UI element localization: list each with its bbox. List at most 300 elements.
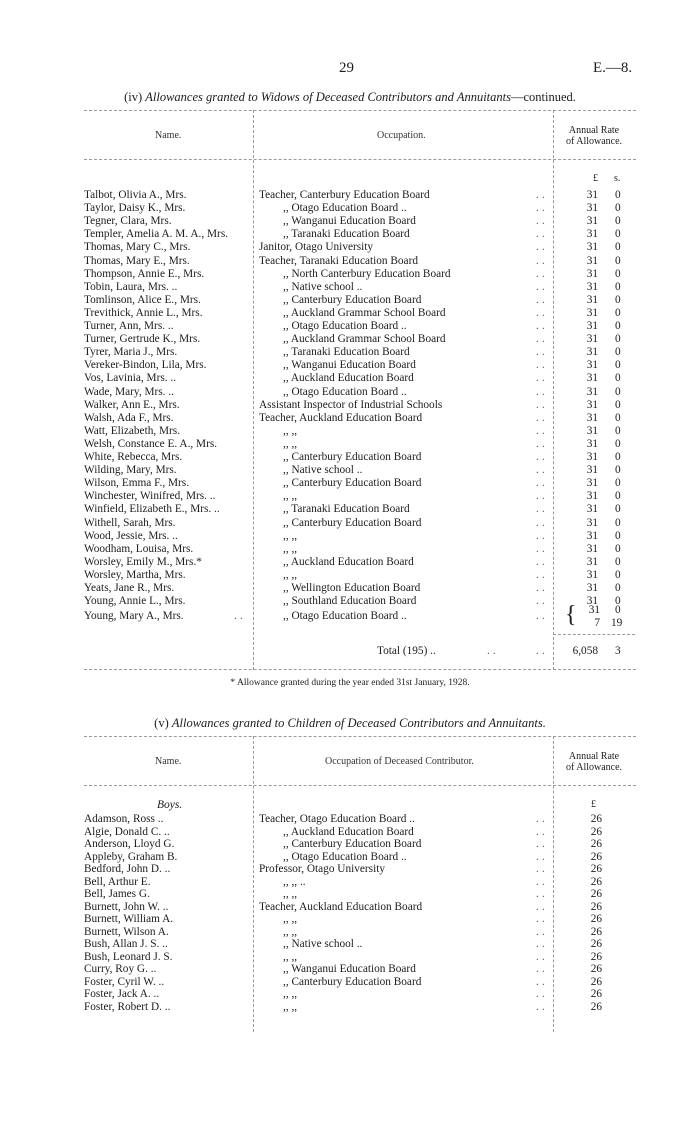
shillings-cell: 0 xyxy=(615,529,621,542)
table-row xyxy=(0,851,700,864)
leader-dots: .. xyxy=(536,189,548,201)
occupation-cell: ,, ,, xyxy=(283,424,298,437)
pounds-cell: 31 xyxy=(586,202,598,215)
name-cell: Winchester, Winifred, Mrs. .. xyxy=(84,490,216,503)
occupation-cell: ,, ,, .. xyxy=(283,875,306,888)
table-row xyxy=(0,215,700,228)
name-cell: Wood, Jessie, Mrs. .. xyxy=(84,529,178,542)
occupation-cell: ,, Auckland Grammar School Board xyxy=(283,306,446,319)
widows-last-amount2-pounds: 7 xyxy=(594,617,600,629)
occupation-cell: ,, ,, xyxy=(283,490,298,503)
occupation-cell: ,, Wanganui Education Board xyxy=(283,359,416,372)
table-row xyxy=(0,320,700,333)
leader-dots: .. xyxy=(536,411,548,424)
occupation-cell: Teacher, Otago Education Board .. xyxy=(259,813,415,825)
name-cell: Talbot, Olivia A., Mrs. xyxy=(84,189,187,201)
document-reference: E.—8. xyxy=(593,60,633,76)
shillings-cell: 0 xyxy=(615,267,621,280)
leader-dots: .. xyxy=(536,938,548,950)
table-row xyxy=(0,438,700,451)
children-header-rate xyxy=(558,751,630,773)
name-cell: Withell, Sarah, Mrs. xyxy=(84,516,176,529)
occupation-cell: ,, Auckland Grammar School Board xyxy=(283,333,446,346)
name-cell: Watt, Elizabeth, Mrs. xyxy=(84,424,181,437)
pounds-cell: 31 xyxy=(586,464,598,477)
leader-dots: .. xyxy=(536,900,548,913)
shillings-cell: 0 xyxy=(615,215,621,228)
leader-dots: .. xyxy=(536,963,548,975)
name-cell: Burnett, William A. xyxy=(84,913,174,925)
widows-title-prefix: (iv) xyxy=(124,90,143,104)
pounds-cell: 31 xyxy=(586,595,598,608)
occupation-cell: ,, Canterbury Education Board xyxy=(283,838,422,850)
pounds-cell: 31 xyxy=(586,582,598,594)
leader-dots: .. xyxy=(536,398,548,411)
leader-dots: .. xyxy=(536,542,548,555)
occupation-cell: ,, ,, xyxy=(283,950,298,963)
pounds-cell: 26 xyxy=(590,850,602,863)
table-row xyxy=(0,359,700,372)
pounds-cell: 31 xyxy=(586,529,598,542)
occupation-cell: ,, Otago Education Board .. xyxy=(283,320,407,332)
pounds-cell: 31 xyxy=(586,189,598,201)
pounds-cell: 31 xyxy=(586,451,598,463)
name-cell: Thomas, Mary C., Mrs. xyxy=(84,241,191,254)
pounds-cell: 31 xyxy=(586,411,598,424)
leader-dots: .. xyxy=(536,888,548,900)
children-section-title xyxy=(0,716,700,731)
shillings-cell: 0 xyxy=(615,333,621,346)
widows-last-amount1-shillings: 0 xyxy=(615,604,621,616)
widows-section-title xyxy=(0,90,700,105)
occupation-cell: ,, Taranaki Education Board xyxy=(283,503,410,516)
widows-title-suffix: —continued. xyxy=(511,90,576,104)
leader-dots: .. xyxy=(536,568,548,581)
leader-dots: .. xyxy=(536,850,548,863)
occupation-cell: ,, ,, xyxy=(283,1000,298,1013)
occupation-cell: ,, Taranaki Education Board xyxy=(283,228,410,241)
table-row xyxy=(0,901,700,914)
pounds-cell: 31 xyxy=(586,359,598,372)
widows-header-name: Name. xyxy=(155,130,182,141)
name-cell: Burnett, John W. .. xyxy=(84,900,169,913)
shillings-cell: 0 xyxy=(615,372,621,385)
name-cell: Bell, James G. xyxy=(84,888,150,900)
name-cell: Bedford, John D. .. xyxy=(84,863,171,875)
table-row xyxy=(0,490,700,503)
children-title-prefix: (v) xyxy=(154,716,169,730)
leader-dots: .. xyxy=(536,477,548,490)
shillings-cell: 0 xyxy=(615,293,621,306)
occupation-cell: ,, ,, xyxy=(283,568,298,581)
occupation-cell: Teacher, Canterbury Education Board xyxy=(259,189,430,201)
occupation-cell: ,, Taranaki Education Board xyxy=(283,346,410,359)
occupation-cell: Teacher, Taranaki Education Board xyxy=(259,254,418,267)
pounds-cell: 31 xyxy=(586,424,598,437)
shillings-cell: 0 xyxy=(615,228,621,241)
pounds-cell: 26 xyxy=(590,913,602,925)
name-cell: Burnett, Wilson A. xyxy=(84,925,169,938)
leader-dots: .. xyxy=(536,306,548,319)
table-row xyxy=(0,582,700,595)
shillings-cell: 0 xyxy=(615,555,621,568)
leader-dots: .. xyxy=(536,825,548,838)
occupation-cell: ,, ,, xyxy=(283,529,298,542)
name-cell: Wade, Mary, Mrs. .. xyxy=(84,385,174,398)
shillings-cell: 0 xyxy=(615,398,621,411)
pounds-cell: 31 xyxy=(586,346,598,359)
occupation-cell: ,, Canterbury Education Board xyxy=(283,293,422,306)
table-row xyxy=(0,399,700,412)
occupation-cell: ,, Canterbury Education Board xyxy=(283,477,422,490)
name-cell: Tegner, Clara, Mrs. xyxy=(84,215,172,228)
shillings-cell: 0 xyxy=(615,411,621,424)
leader-dots: .. xyxy=(536,228,548,241)
leader-dots: .. xyxy=(536,610,548,622)
occupation-cell: ,, Auckland Education Board xyxy=(283,555,414,568)
table-row xyxy=(0,255,700,268)
leader-dots: .. xyxy=(536,293,548,306)
widows-unit-pounds: £ xyxy=(593,173,598,184)
widows-total-label: Total (195) .. xyxy=(377,645,436,657)
occupation-cell: ,, Canterbury Education Board xyxy=(283,516,422,529)
occupation-cell: ,, Otago Education Board .. xyxy=(283,385,407,398)
leader-dots: .. xyxy=(536,555,548,568)
table-row xyxy=(0,926,700,939)
table-row xyxy=(0,556,700,569)
name-cell: Worsley, Emily M., Mrs.* xyxy=(84,555,202,568)
name-cell: Algie, Donald C. .. xyxy=(84,825,170,838)
pounds-cell: 31 xyxy=(586,333,598,346)
occupation-cell: ,, Southland Education Board xyxy=(283,595,417,608)
pounds-cell: 31 xyxy=(586,228,598,241)
shillings-cell: 0 xyxy=(615,477,621,490)
shillings-cell: 0 xyxy=(615,595,621,608)
occupation-cell: ,, Wellington Education Board xyxy=(283,582,421,594)
name-cell: Turner, Gertrude K., Mrs. xyxy=(84,333,201,346)
table-row xyxy=(0,281,700,294)
pounds-cell: 26 xyxy=(590,938,602,950)
table-row xyxy=(0,386,700,399)
table-row xyxy=(0,976,700,989)
table-row xyxy=(0,464,700,477)
name-cell: Walker, Ann E., Mrs. xyxy=(84,398,180,411)
name-cell: Adamson, Ross .. xyxy=(84,813,164,825)
children-header-rate-line2: of Allowance. xyxy=(565,762,623,773)
leader-dots: .. xyxy=(536,503,548,516)
widows-last-amount1-pounds: 31 xyxy=(588,604,600,616)
pounds-cell: 31 xyxy=(586,254,598,267)
leader-dots: .. xyxy=(536,424,548,437)
table-row xyxy=(0,938,700,951)
pounds-cell: 31 xyxy=(586,385,598,398)
pounds-cell: 31 xyxy=(586,306,598,319)
pounds-cell: 31 xyxy=(586,516,598,529)
widows-header-rate-line2: of Allowance. xyxy=(565,136,623,147)
shillings-cell: 0 xyxy=(615,241,621,254)
name-cell: Foster, Robert D. .. xyxy=(84,1000,171,1013)
table-row xyxy=(0,372,700,385)
widows-last-occupation: ,, Otago Education Board .. xyxy=(283,610,407,622)
leader-dots: .. xyxy=(536,215,548,228)
leader-dots: .. xyxy=(536,385,548,398)
leader-dots: .. xyxy=(536,913,548,925)
occupation-cell: ,, ,, xyxy=(283,925,298,938)
shillings-cell: 0 xyxy=(615,320,621,332)
pounds-cell: 26 xyxy=(590,988,602,1000)
table-row xyxy=(0,425,700,438)
pounds-cell: 26 xyxy=(590,838,602,850)
leader-dots: .. xyxy=(536,988,548,1000)
leader-dots: .. xyxy=(536,975,548,988)
name-cell: Foster, Cyril W. .. xyxy=(84,975,165,988)
pounds-cell: 26 xyxy=(590,975,602,988)
table-row xyxy=(0,294,700,307)
occupation-cell: ,, Auckland Education Board xyxy=(283,825,414,838)
leader-dots: .. xyxy=(536,333,548,346)
leader-dots: .. xyxy=(536,582,548,594)
leader-dots: .. xyxy=(536,516,548,529)
name-cell: Tomlinson, Alice E., Mrs. xyxy=(84,293,201,306)
shillings-cell: 0 xyxy=(615,464,621,477)
table-row xyxy=(0,876,700,889)
table-row xyxy=(0,988,700,1001)
occupation-cell: ,, ,, xyxy=(283,913,298,925)
leader-dots: .. xyxy=(536,464,548,477)
shillings-cell: 0 xyxy=(615,582,621,594)
table-row xyxy=(0,307,700,320)
table-row xyxy=(0,888,700,901)
table-row xyxy=(0,963,700,976)
occupation-cell: ,, Otago Education Board .. xyxy=(283,202,407,215)
occupation-cell: Janitor, Otago University xyxy=(259,241,374,254)
table-row xyxy=(0,530,700,543)
name-cell: Bush, Leonard J. S. xyxy=(84,950,173,963)
table-row xyxy=(0,412,700,425)
table-row xyxy=(0,951,700,964)
pounds-cell: 31 xyxy=(586,503,598,516)
name-cell: Tobin, Laura, Mrs. .. xyxy=(84,280,178,293)
table-row xyxy=(0,543,700,556)
pounds-cell: 26 xyxy=(590,813,602,825)
table-row xyxy=(0,863,700,876)
occupation-cell: ,, ,, xyxy=(283,437,298,450)
name-cell: Yeats, Jane R., Mrs. xyxy=(84,582,175,594)
shillings-cell: 0 xyxy=(615,346,621,359)
widows-header-rate xyxy=(558,125,630,147)
leader-dots: .. xyxy=(536,863,548,875)
shillings-cell: 0 xyxy=(615,189,621,201)
occupation-cell: ,, Native school .. xyxy=(283,280,363,293)
name-cell: Welsh, Constance E. A., Mrs. xyxy=(84,437,218,450)
shillings-cell: 0 xyxy=(615,254,621,267)
leader-dots: .. xyxy=(536,280,548,293)
widows-total-shillings: 3 xyxy=(615,645,621,657)
shillings-cell: 0 xyxy=(615,503,621,516)
pounds-cell: 31 xyxy=(586,398,598,411)
leader-dots: .. xyxy=(234,610,246,622)
name-cell: Bush, Allan J. S. .. xyxy=(84,938,168,950)
pounds-cell: 31 xyxy=(586,477,598,490)
name-cell: Bell, Arthur E. xyxy=(84,875,151,888)
occupation-cell: ,, Wanganui Education Board xyxy=(283,963,416,975)
pounds-cell: 26 xyxy=(590,950,602,963)
pounds-cell: 26 xyxy=(590,925,602,938)
shillings-cell: 0 xyxy=(615,542,621,555)
shillings-cell: 0 xyxy=(615,490,621,503)
children-header-occupation: Occupation of Deceased Contributor. xyxy=(325,756,474,767)
pounds-cell: 26 xyxy=(590,963,602,975)
name-cell: Young, Annie L., Mrs. xyxy=(84,595,186,608)
table-row xyxy=(0,913,700,926)
widows-total-pounds: 6,058 xyxy=(572,645,598,657)
table-row xyxy=(0,477,700,490)
occupation-cell: ,, Native school .. xyxy=(283,464,363,477)
shillings-cell: 0 xyxy=(615,424,621,437)
leader-dots: .. xyxy=(536,813,548,825)
leader-dots: .. xyxy=(536,875,548,888)
shillings-cell: 0 xyxy=(615,202,621,215)
pounds-cell: 31 xyxy=(586,568,598,581)
shillings-cell: 0 xyxy=(615,385,621,398)
leader-dots: .. xyxy=(536,437,548,450)
occupation-cell: ,, Native school .. xyxy=(283,938,363,950)
pounds-cell: 31 xyxy=(586,293,598,306)
name-cell: Winfield, Elizabeth E., Mrs. .. xyxy=(84,503,220,516)
leader-dots: .. xyxy=(536,267,548,280)
name-cell: Vereker-Bindon, Lila, Mrs. xyxy=(84,359,207,372)
name-cell: Foster, Jack A. .. xyxy=(84,988,160,1000)
occupation-cell: ,, North Canterbury Education Board xyxy=(283,267,451,280)
children-unit-pounds: £ xyxy=(591,799,596,810)
occupation-cell: ,, Canterbury Education Board xyxy=(283,451,422,463)
shillings-cell: 0 xyxy=(615,516,621,529)
leader-dots: .. xyxy=(536,320,548,332)
leader-dots: .. xyxy=(536,595,548,608)
leader-dots: .. xyxy=(536,950,548,963)
widows-last-amount2-shillings: 19 xyxy=(611,617,623,629)
name-cell: Walsh, Ada F., Mrs. xyxy=(84,411,174,424)
occupation-cell: ,, Canterbury Education Board xyxy=(283,975,422,988)
occupation-cell: Assistant Inspector of Industrial Schools xyxy=(259,398,443,411)
name-cell: Anderson, Lloyd G. xyxy=(84,838,175,850)
pounds-cell: 31 xyxy=(586,372,598,385)
name-cell: Turner, Ann, Mrs. .. xyxy=(84,320,174,332)
widows-header-occupation: Occupation. xyxy=(377,130,426,141)
pounds-cell: 31 xyxy=(586,555,598,568)
occupation-cell: ,, ,, xyxy=(283,988,298,1000)
pounds-cell: 31 xyxy=(586,490,598,503)
name-cell: Curry, Roy G. .. xyxy=(84,963,157,975)
pounds-cell: 26 xyxy=(590,888,602,900)
brace-glyph: { xyxy=(565,602,577,628)
pounds-cell: 26 xyxy=(590,863,602,875)
name-cell: Templer, Amelia A. M. A., Mrs. xyxy=(84,228,229,241)
leader-dots: .. xyxy=(536,925,548,938)
shillings-cell: 0 xyxy=(615,437,621,450)
table-row xyxy=(0,503,700,516)
widows-title-italic: Allowances granted to Widows of Deceased Contributors and Annuitants xyxy=(145,90,511,104)
pounds-cell: 31 xyxy=(586,437,598,450)
pounds-cell: 31 xyxy=(586,280,598,293)
leader-dots: .. xyxy=(536,346,548,359)
occupation-cell: ,, Wanganui Education Board xyxy=(283,215,416,228)
name-cell: Trevithick, Annie L., Mrs. xyxy=(84,306,203,319)
table-row xyxy=(0,202,700,215)
name-cell: Wilding, Mary, Mrs. xyxy=(84,464,177,477)
children-title-italic: Allowances granted to Children of Deceased Contributors and Annuitants. xyxy=(171,716,546,730)
pounds-cell: 26 xyxy=(590,900,602,913)
page-number: 29 xyxy=(339,60,354,76)
occupation-cell: ,, Auckland Education Board xyxy=(283,372,414,385)
shillings-cell: 0 xyxy=(615,451,621,463)
widows-footnote: * Allowance granted during the year ended 31st January, 1928. xyxy=(230,678,470,688)
widows-last-name: Young, Mary A., Mrs. xyxy=(84,610,184,622)
pounds-cell: 31 xyxy=(586,215,598,228)
pounds-cell: 31 xyxy=(586,542,598,555)
table-row xyxy=(0,189,700,202)
widows-header-rate-line1: Annual Rate xyxy=(568,125,620,136)
name-cell: Appleby, Graham B. xyxy=(84,850,178,863)
occupation-cell: ,, Otago Education Board .. xyxy=(283,850,407,863)
leader-dots: .. xyxy=(487,645,499,657)
shillings-cell: 0 xyxy=(615,568,621,581)
pounds-cell: 31 xyxy=(586,320,598,332)
leader-dots: .. xyxy=(536,241,548,254)
occupation-cell: ,, ,, xyxy=(283,888,298,900)
table-row xyxy=(0,333,700,346)
widows-unit-shillings: s. xyxy=(614,173,621,184)
name-cell: Wilson, Emma F., Mrs. xyxy=(84,477,190,490)
children-header-rate-line1: Annual Rate xyxy=(568,751,620,762)
pounds-cell: 31 xyxy=(586,267,598,280)
name-cell: Thomas, Mary E., Mrs. xyxy=(84,254,190,267)
leader-dots: .. xyxy=(536,254,548,267)
table-row xyxy=(0,813,700,826)
name-cell: Worsley, Martha, Mrs. xyxy=(84,568,186,581)
leader-dots: .. xyxy=(536,359,548,372)
table-row xyxy=(0,268,700,281)
name-cell: Woodham, Louisa, Mrs. xyxy=(84,542,194,555)
children-header-name: Name. xyxy=(155,756,182,767)
leader-dots: .. xyxy=(536,838,548,850)
table-row xyxy=(0,517,700,530)
pounds-cell: 26 xyxy=(590,875,602,888)
leader-dots: .. xyxy=(536,451,548,463)
name-cell: White, Rebecca, Mrs. xyxy=(84,451,183,463)
occupation-cell: Professor, Otago University xyxy=(259,863,385,875)
leader-dots: .. xyxy=(536,645,548,657)
occupation-cell: Teacher, Auckland Education Board xyxy=(259,411,423,424)
leader-dots: .. xyxy=(536,1000,548,1013)
leader-dots: .. xyxy=(536,202,548,215)
table-row xyxy=(0,451,700,464)
total-rule xyxy=(553,634,635,635)
leader-dots: .. xyxy=(536,372,548,385)
widows-table-bottom-rule xyxy=(84,669,636,670)
pounds-cell: 26 xyxy=(590,1000,602,1013)
shillings-cell: 0 xyxy=(615,359,621,372)
name-cell: Thompson, Annie E., Mrs. xyxy=(84,267,205,280)
occupation-cell: ,, ,, xyxy=(283,542,298,555)
children-group-label: Boys. xyxy=(157,799,183,811)
table-row xyxy=(0,826,700,839)
table-row xyxy=(0,569,700,582)
shillings-cell: 0 xyxy=(615,280,621,293)
table-row xyxy=(0,241,700,254)
table-row xyxy=(0,1001,700,1014)
leader-dots: .. xyxy=(536,529,548,542)
